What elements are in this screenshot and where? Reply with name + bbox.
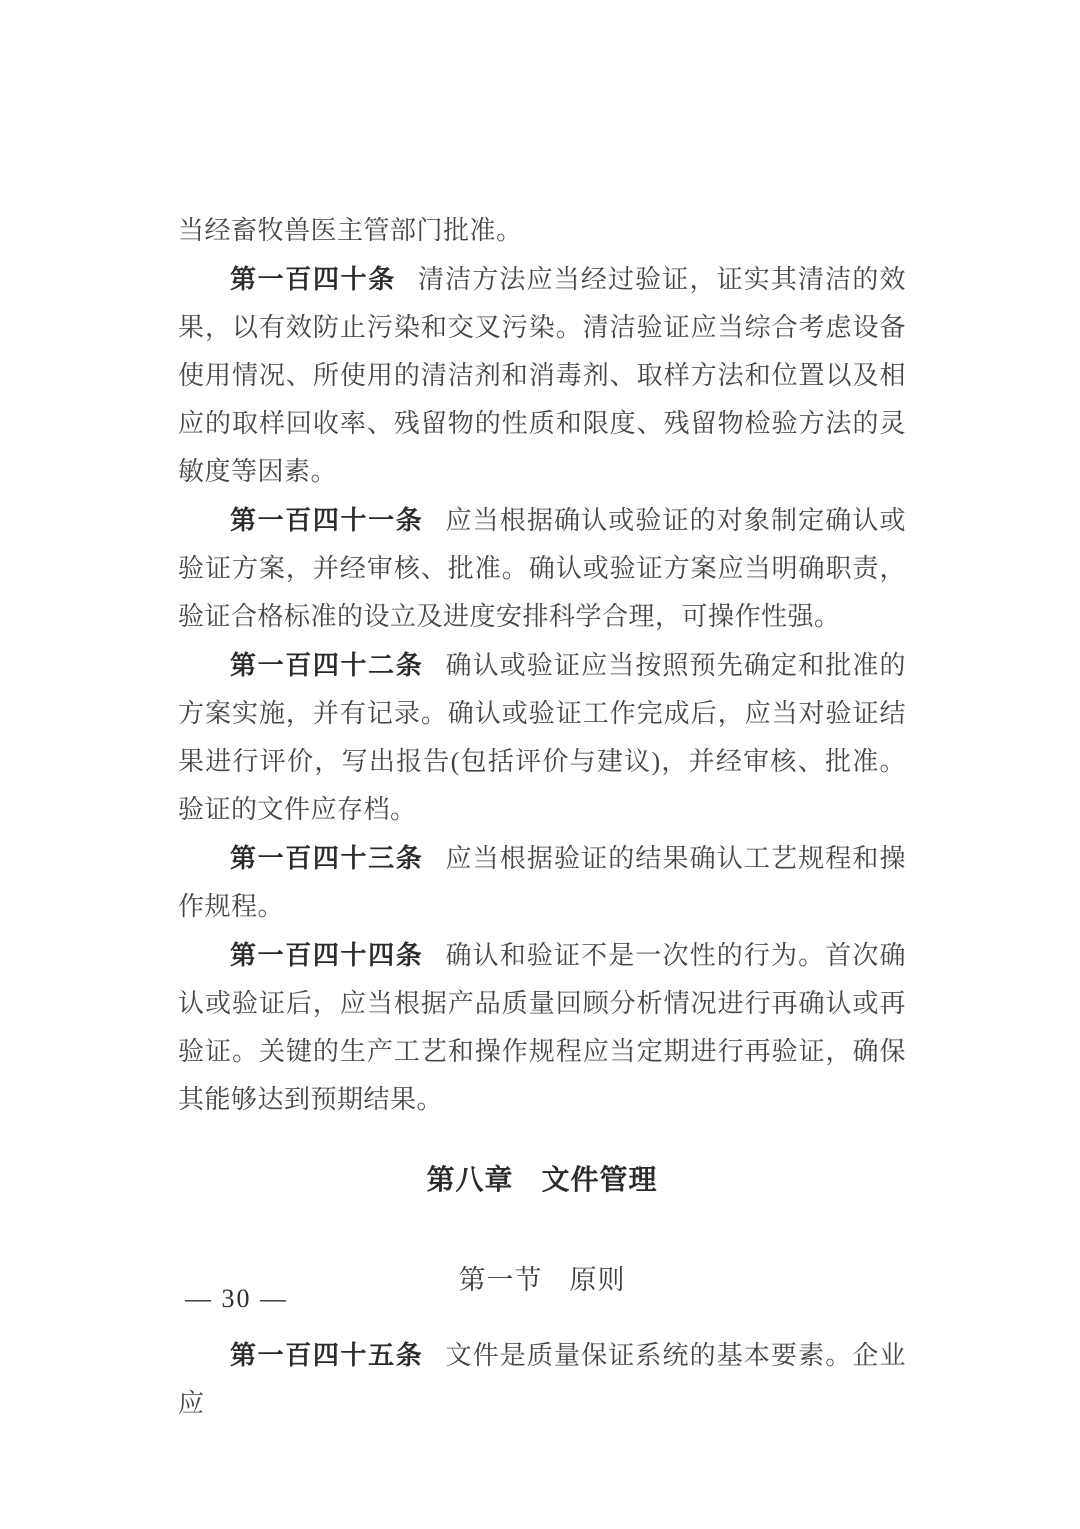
chapter-heading: [178, 1156, 906, 1204]
section-title: 原则: [569, 1265, 626, 1295]
article-145-text: 文件是质量保证系统的基本要素。企业应: [178, 1341, 906, 1418]
paragraph-continuation: [178, 207, 906, 255]
article-142-text: 确认或验证应当按照预先确定和批准的方案实施，并有记录。确认或验证工作完成后，应当对验证结果进行评价，写出报告(包括评价与建议)，并经审核、批准。验证的文件应存档。: [178, 651, 906, 824]
article-140-text: 清洁方法应当经过验证，证实其清洁的效果，以有效防止污染和交叉污染。清洁验证应当综合考虑设备使用情况、所使用的清洁剂和消毒剂、取样方法和位置以及相应的取样回收率、残留物的性质和限度、残留物检验方法的灵敏度等因素。: [178, 265, 906, 486]
chapter-title: 文件管理: [541, 1164, 658, 1195]
article-145: [178, 1331, 906, 1428]
paragraph-continuation-text: 当经畜牧兽医主管部门批准。: [178, 216, 523, 245]
article-144-text: 确认和验证不是一次性的行为。首次确认或验证后，应当根据产品质量回顾分析情况进行再确认或再验证。关键的生产工艺和操作规程应当定期进行再验证，确保其能够达到预期结果。: [178, 941, 906, 1114]
article-140-number: 第一百四十条: [230, 264, 396, 294]
article-143-number: 第一百四十三条: [230, 843, 424, 873]
article-140: [178, 255, 906, 496]
article-142: [178, 641, 906, 834]
section-label: 第一节: [458, 1265, 543, 1295]
article-143: [178, 834, 906, 931]
article-141-text: 应当根据确认或验证的对象制定确认或验证方案，并经审核、批准。确认或验证方案应当明确职责，验证合格标准的设立及进度安排科学合理，可操作性强。: [178, 506, 906, 631]
chapter-label: 第八章: [426, 1164, 514, 1195]
article-144-number: 第一百四十四条: [230, 940, 424, 970]
article-145-number: 第一百四十五条: [230, 1340, 424, 1370]
article-141: [178, 496, 906, 641]
article-141-number: 第一百四十一条: [230, 505, 424, 535]
article-144: [178, 931, 906, 1124]
page-number: — 30 —: [185, 1284, 288, 1313]
page-body: [178, 207, 906, 1428]
page-footer: [185, 1281, 288, 1317]
article-142-number: 第一百四十二条: [230, 650, 424, 680]
article-143-text: 应当根据验证的结果确认工艺规程和操作规程。: [178, 844, 906, 921]
